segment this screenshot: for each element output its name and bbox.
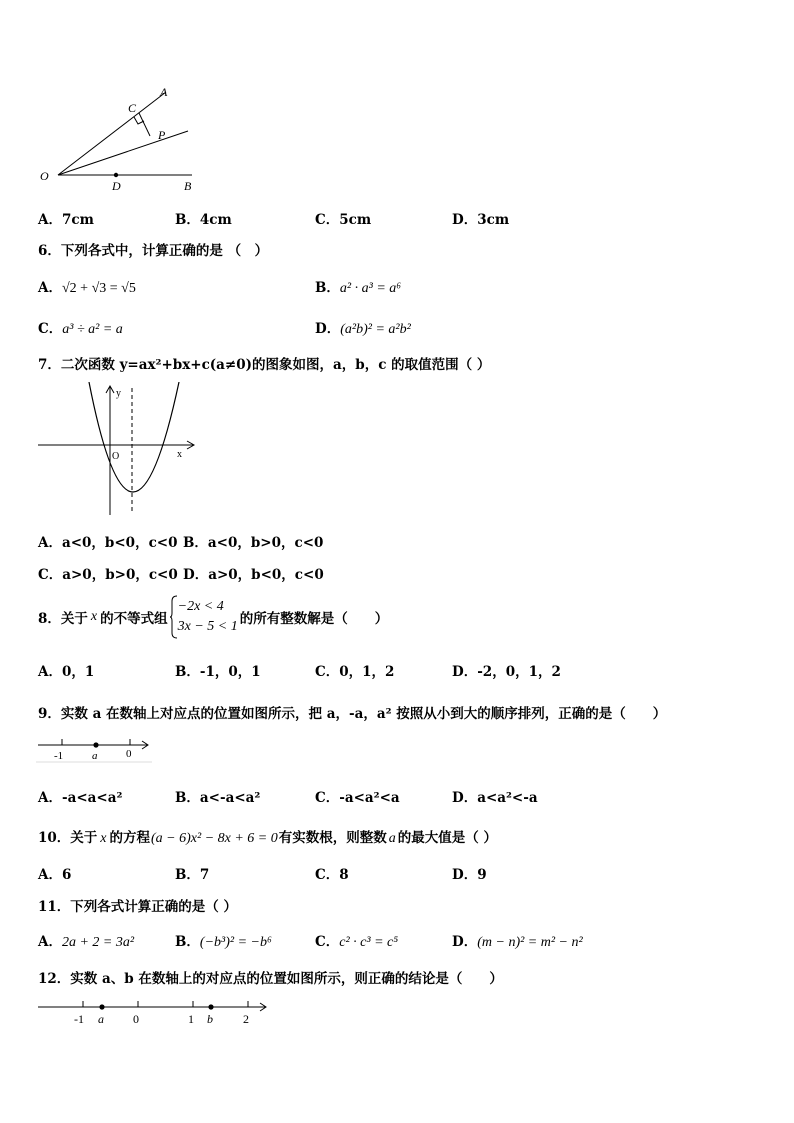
q9-option-c[interactable]: C．-a<a²<a [315, 790, 400, 806]
q5-option-c[interactable]: C．5cm [315, 212, 372, 228]
q8-option-d[interactable]: D．-2，0，1，2 [452, 664, 561, 680]
ray-oa [58, 92, 166, 175]
q12-number-line [36, 996, 272, 1026]
q7-parabola-figure [36, 382, 200, 522]
point-a [99, 1004, 104, 1009]
q5-angle-figure [36, 84, 206, 194]
label-one: 1 [188, 1012, 194, 1026]
q9-option-d[interactable]: D．a<a²<-a [452, 790, 538, 806]
label-x: x [177, 449, 182, 460]
ray-op [58, 131, 188, 175]
q6-option-c[interactable]: C．a³ ÷ a² = a [38, 321, 123, 337]
q7-option-a[interactable]: A．a<0，b<0，c<0 [38, 535, 178, 551]
q10-stem: 10．关于 x 的方程(a − 6)x² − 8x + 6 = 0有实数根，则整数 a 的最大值是（ ） [38, 830, 497, 846]
q7-option-d[interactable]: D．a>0，b<0，c<0 [183, 567, 324, 583]
label-a: a [92, 750, 98, 762]
point-d [114, 173, 118, 177]
q5-option-b[interactable]: B．4cm [175, 212, 232, 228]
q8-option-c[interactable]: C．0，1，2 [315, 664, 395, 680]
label-a: A [160, 85, 168, 99]
inequality-1: −2x < 4 [177, 599, 224, 614]
q11-option-d[interactable]: D．(m − n)² = m² − n² [452, 934, 583, 950]
point-a [93, 742, 98, 747]
q8-option-a[interactable]: A．0，1 [38, 664, 95, 680]
q5-option-a[interactable]: A．7cm [38, 212, 94, 228]
label-d: D [112, 179, 121, 193]
label-neg1: -1 [74, 1012, 84, 1026]
q7-option-b[interactable]: B．a<0，b>0，c<0 [183, 535, 324, 551]
q11-option-c[interactable]: C．c² · c³ = c⁵ [315, 934, 399, 950]
q6-option-d[interactable]: D．(a²b)² = a²b² [315, 321, 411, 337]
label-o: O [40, 169, 49, 183]
q7-stem: 7．二次函数 y=ax²+bx+c(a≠0)的图象如图，a，b，c 的取值范围（ ） [38, 357, 491, 373]
q12-stem: 12．实数 a、b 在数轴上的对应点的位置如图所示，则正确的结论是（ ） [38, 971, 503, 987]
label-c: C [128, 101, 137, 115]
q6-stem: 6．下列各式中，计算正确的是 （ ） [38, 243, 269, 259]
label-b: B [184, 179, 192, 193]
q10-option-b[interactable]: B．7 [175, 867, 210, 883]
label-origin: O [112, 451, 120, 462]
label-y: y [116, 388, 121, 399]
label-b: b [207, 1012, 213, 1026]
q10-equation: (a − 6)x² − 8x + 6 = 0 [151, 831, 278, 846]
q9-number-line [36, 735, 154, 763]
parabola-curve [89, 382, 179, 492]
q6-option-b[interactable]: B．a² · a³ = a⁶ [315, 280, 402, 296]
label-zero: 0 [133, 1012, 139, 1026]
q10-option-a[interactable]: A．6 [38, 867, 72, 883]
point-b [208, 1004, 213, 1009]
label-p: P [158, 128, 166, 142]
inequality-system [170, 595, 238, 639]
label-a: a [98, 1012, 104, 1026]
q6-option-a[interactable]: A．√2 + √3 = √5 [38, 280, 136, 296]
q8-option-b[interactable]: B．-1，0，1 [175, 664, 261, 680]
label-two: 2 [243, 1012, 249, 1026]
q11-option-a[interactable]: A．2a + 2 = 3a² [38, 934, 135, 950]
q5-option-d[interactable]: D．3cm [452, 212, 510, 228]
q10-option-d[interactable]: D．9 [452, 867, 487, 883]
q9-stem: 9．实数 a 在数轴上对应点的位置如图所示，把 a，-a，a² 按照从小到大的顺序排列，正确的是（ ） [38, 706, 667, 722]
q9-option-b[interactable]: B．a<-a<a² [175, 790, 261, 806]
q8-stem: 8．关于 x 的不等式组 −2x < 4 3x − 5 < 1 的所有整数解是（ ） [38, 594, 388, 640]
perpendicular-pc [139, 113, 150, 136]
q9-option-a[interactable]: A．-a<a<a² [38, 790, 123, 806]
brace-icon [170, 595, 178, 639]
label-neg1: -1 [54, 750, 64, 762]
q7-option-c[interactable]: C．a>0，b>0，c<0 [38, 567, 178, 583]
q11-option-b[interactable]: B．(−b³)² = −b⁶ [175, 934, 272, 950]
q10-option-c[interactable]: C．8 [315, 867, 349, 883]
label-zero: 0 [126, 748, 132, 760]
q11-stem: 11．下列各式计算正确的是（ ） [38, 899, 237, 915]
inequality-2: 3x − 5 < 1 [177, 619, 238, 634]
